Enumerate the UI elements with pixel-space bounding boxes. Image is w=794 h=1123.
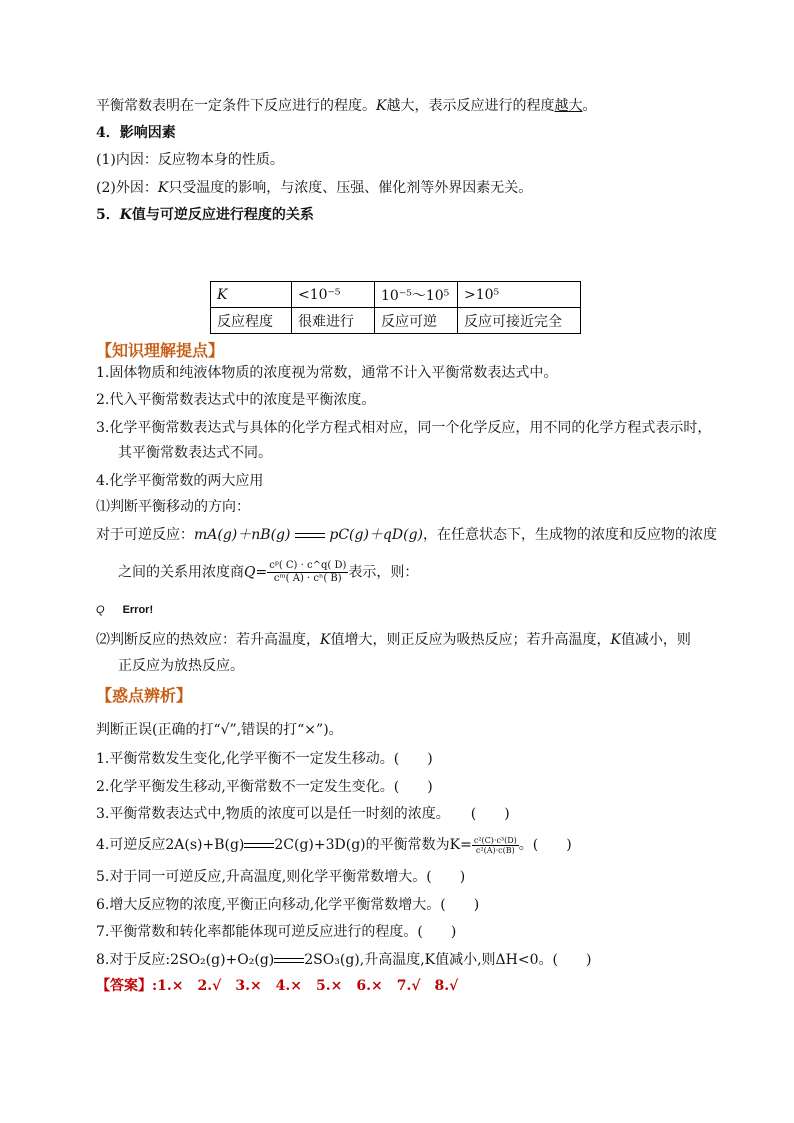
reactants: 2SO₂(g)+O₂(g) xyxy=(170,952,275,968)
p42-text: ⑵判断反应的热效应：若升高温度， xyxy=(96,632,320,648)
k-fraction xyxy=(472,836,519,855)
intro-text: 越大，表示反应进行的程度 xyxy=(386,98,555,114)
k-symbol: K xyxy=(376,98,387,114)
knowledge-p4-1: ⑴判断平衡移动的方向： xyxy=(96,499,250,515)
equilibrium-arrow-icon xyxy=(295,529,325,541)
table-row xyxy=(211,282,581,308)
section4-heading: 4．影响因素 xyxy=(96,125,176,141)
knowledge-p4-2 xyxy=(96,630,691,650)
knowledge-p4-2b: 正反应为放热反应。 xyxy=(118,658,244,674)
q4-text: 4.可逆反应 xyxy=(96,837,166,853)
section4-item1: (1)内因：反应物本身的性质。 xyxy=(96,152,284,168)
answer-text: :1.× 2.√ 3.× 4.× 5.× 6.× 7.√ 8.√ xyxy=(152,978,459,994)
intro-underlined: 越大 xyxy=(554,98,583,114)
answer-label: 【答案】 xyxy=(96,978,152,994)
heading-text: 值与可逆反应进行程度的关系 xyxy=(131,207,314,223)
table-cell: >10⁵ xyxy=(458,282,581,308)
q-text: 表示，则： xyxy=(348,564,419,581)
knowledge-p3a: 3.化学平衡常数表达式与具体的化学方程式相对应，同一个化学反应，用不同的化学方程式表示时， xyxy=(96,420,712,436)
k-symbol: K xyxy=(610,632,621,648)
p42-text: 值减小，则 xyxy=(620,632,691,648)
intro-text: 平衡常数表明在一定条件下反应进行的程度。 xyxy=(96,98,376,114)
knowledge-p1: 1.固体物质和纯液体物质的浓度视为常数，通常不计入平衡常数表达式中。 xyxy=(96,365,558,381)
fraction-numerator: c²(C)·c³(D) xyxy=(473,835,517,845)
k-symbol: K xyxy=(119,207,132,223)
k-symbol: K xyxy=(320,632,331,648)
q-symbol: Q xyxy=(96,604,105,616)
question-7: 7.平衡常数和转化率都能体现可逆反应进行的程度。( ) xyxy=(96,924,457,940)
reaction-equation-line xyxy=(96,525,717,545)
q-symbol: Q= xyxy=(244,564,268,581)
quotient-fraction xyxy=(267,560,348,585)
table-cell: <10⁻⁵ xyxy=(292,282,375,308)
table-cell: 很难进行 xyxy=(292,308,375,334)
q8-text: 8.对于反应: xyxy=(96,952,171,968)
table-cell: 反应程度 xyxy=(211,308,292,334)
q8-text: ,升高温度,K值减小,则ΔH<0。( ) xyxy=(359,952,592,968)
table-cell: 10⁻⁵～10⁵ xyxy=(375,282,458,308)
question-5: 5.对于同一可逆反应,升高温度,则化学平衡常数增大。( ) xyxy=(96,869,466,885)
question-6: 6.增大反应物的浓度,平衡正向移动,化学平衡常数增大。( ) xyxy=(96,897,480,913)
p42-text: 值增大，则正反应为吸热反应；若升高温度， xyxy=(330,632,611,648)
table-cell: 反应可接近完全 xyxy=(458,308,581,334)
table-row xyxy=(211,308,581,334)
eq-text: ，在任意状态下，生成物的浓度和反应物的浓度 xyxy=(423,527,718,543)
products: pC(g)＋qD(g) xyxy=(329,527,424,543)
products: 2SO₃(g) xyxy=(304,952,360,968)
reactants: 2A(s)+B(g) xyxy=(165,837,245,853)
eq-text: 对于可逆反应： xyxy=(96,527,194,543)
item2-text: 只受温度的影响，与浓度、压强、催化剂等外界因素无关。 xyxy=(168,180,533,196)
question-3: 3.平衡常数表达式中,物质的浓度可以是任一时刻的浓度。 ( ) xyxy=(96,806,510,822)
error-line xyxy=(96,600,153,620)
fraction-numerator: cᵖ( C) · c^q( D) xyxy=(269,560,347,571)
k-symbol: K xyxy=(157,180,169,196)
table-cell: 反应可逆 xyxy=(375,308,458,334)
question-8 xyxy=(96,950,591,970)
confusion-intro: 判断正误(正确的打“√”,错误的打“×”)。 xyxy=(96,722,343,738)
reactants: mA(g)＋nB(g) xyxy=(194,527,291,543)
k-symbol: K= xyxy=(449,837,472,853)
k-value-table xyxy=(210,281,581,334)
item2-text: (2)外因： xyxy=(96,180,158,196)
intro-line xyxy=(96,96,596,116)
confusion-title: 【惑点辨析】 xyxy=(96,686,193,705)
answer-line xyxy=(96,976,458,996)
cell-text: K xyxy=(217,286,228,303)
question-1: 1.平衡常数发生变化,化学平衡不一定发生移动。( ) xyxy=(96,751,433,767)
table-cell xyxy=(211,282,292,308)
products: 2C(g)+3D(g) xyxy=(274,837,366,853)
fraction-denominator: cᵐ( A) · cⁿ( B) xyxy=(273,573,342,584)
question-2: 2.化学平衡发生移动,平衡常数不一定发生变化。( ) xyxy=(96,779,433,795)
equilibrium-arrow-icon xyxy=(274,954,304,966)
q-text: 之间的关系用浓度商 xyxy=(118,564,244,581)
fraction-denominator: c²(A)·c(B) xyxy=(475,845,515,855)
section4-item2 xyxy=(96,178,532,198)
knowledge-p3b: 其平衡常数表达式不同。 xyxy=(118,445,272,461)
concentration-quotient-line xyxy=(118,560,418,585)
intro-text: 。 xyxy=(582,98,597,114)
equilibrium-arrow-icon xyxy=(244,839,274,851)
section5-heading xyxy=(96,205,314,225)
error-text: Error! xyxy=(122,604,154,616)
question-4 xyxy=(96,835,572,855)
knowledge-p4: 4.化学平衡常数的两大应用 xyxy=(96,473,264,489)
knowledge-title: 【知识理解提点】 xyxy=(96,341,225,360)
q4-text: 。( ) xyxy=(518,837,572,853)
heading-text: 5． xyxy=(96,207,120,223)
q4-text: 的平衡常数为 xyxy=(365,837,450,853)
knowledge-p2: 2.代入平衡常数表达式中的浓度是平衡浓度。 xyxy=(96,392,376,408)
